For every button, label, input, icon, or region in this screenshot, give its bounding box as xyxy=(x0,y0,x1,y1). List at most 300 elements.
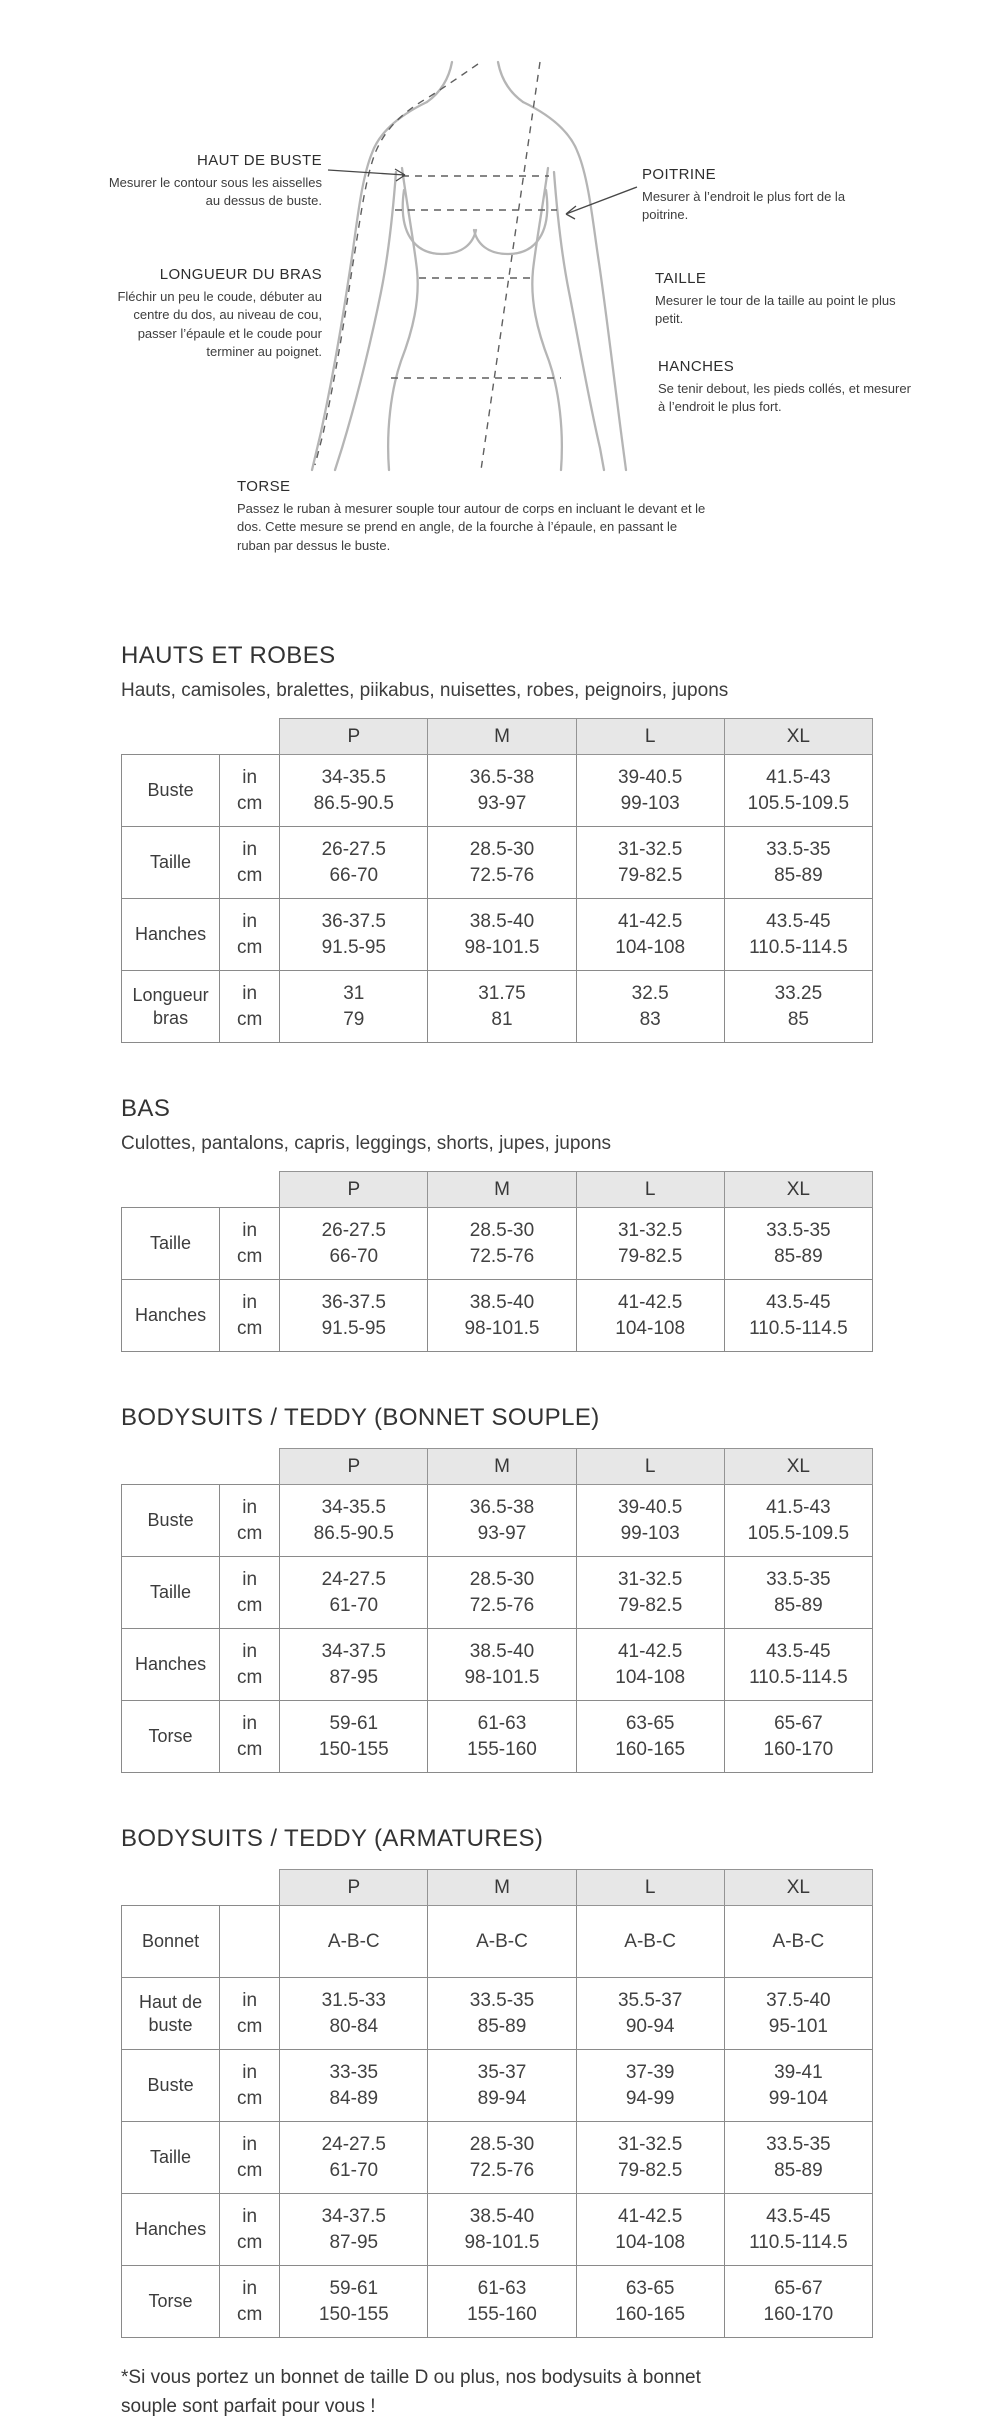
value-line: 33.5-35 xyxy=(766,838,831,860)
value-line: 90-94 xyxy=(625,2015,675,2037)
unit-line: in xyxy=(242,1712,258,1734)
unit-line: in xyxy=(242,1219,258,1241)
value-line: 43.5-45 xyxy=(766,910,831,932)
size-table-container xyxy=(121,718,873,1043)
header-spacer xyxy=(220,1870,280,1906)
value-cell xyxy=(576,755,724,827)
value-line: 91.5-95 xyxy=(321,936,387,958)
value-line: 24-27.5 xyxy=(321,1568,387,1590)
value-line: 34-35.5 xyxy=(321,1496,387,1518)
size-column-header: P xyxy=(280,1870,428,1906)
value-line: 31-32.5 xyxy=(617,1219,683,1241)
table-row xyxy=(122,2122,873,2194)
annotation-title: TORSE xyxy=(237,478,291,495)
header-spacer xyxy=(122,1172,220,1208)
value-cell xyxy=(576,2050,724,2122)
value-cell xyxy=(576,1485,724,1557)
value-line: 85-89 xyxy=(477,2015,527,2037)
value-line: 33.5-35 xyxy=(766,2133,831,2155)
value-line: 63-65 xyxy=(625,2277,675,2299)
row-label: Torse xyxy=(122,1701,220,1773)
size-header-row xyxy=(122,1449,873,1485)
value-line: 34-35.5 xyxy=(321,766,387,788)
value-line: 26-27.5 xyxy=(321,838,387,860)
value-line: 33.25 xyxy=(774,982,823,1004)
value-line: 33-35 xyxy=(329,2061,379,2083)
row-label: Buste xyxy=(122,2050,220,2122)
value-line: 61-63 xyxy=(477,2277,527,2299)
value-cell xyxy=(280,971,428,1043)
value-line: 31.5-33 xyxy=(321,1989,387,2011)
value-line: 98-101.5 xyxy=(464,2231,540,2253)
value-cell xyxy=(576,1280,724,1352)
value-cell xyxy=(280,827,428,899)
value-line: 87-95 xyxy=(329,2231,379,2253)
value-line: 33.5-35 xyxy=(766,1568,831,1590)
row-label: Taille xyxy=(122,1208,220,1280)
size-column-header: M xyxy=(428,719,576,755)
table-row xyxy=(122,971,873,1043)
section-bodysuits-bonnet-souple xyxy=(121,1404,873,1773)
size-table xyxy=(121,1448,873,1773)
value-cell xyxy=(724,1557,872,1629)
value-line: 110.5-114.5 xyxy=(749,1317,848,1339)
size-column-header: M xyxy=(428,1870,576,1906)
unit-cell xyxy=(220,2050,280,2122)
value-line: 39-40.5 xyxy=(617,1496,683,1518)
size-column-header: L xyxy=(576,1172,724,1208)
value-cell xyxy=(428,971,576,1043)
value-line: 31.75 xyxy=(478,982,526,1004)
value-line: 81 xyxy=(491,1008,513,1030)
value-line: 36-37.5 xyxy=(321,910,387,932)
value-line: 41.5-43 xyxy=(766,766,831,788)
value-line: 65-67 xyxy=(774,2277,823,2299)
value-cell xyxy=(724,1280,872,1352)
annotation-title: POITRINE xyxy=(642,166,717,183)
table-row xyxy=(122,1208,873,1280)
value-line: 110.5-114.5 xyxy=(749,936,848,958)
value-line: 99-103 xyxy=(620,1522,680,1544)
value-cell xyxy=(280,1978,428,2050)
value-line: 160-170 xyxy=(763,2303,834,2325)
value-line: 94-99 xyxy=(625,2087,675,2109)
value-line: 85-89 xyxy=(774,1245,823,1267)
value-line: 61-70 xyxy=(329,1594,379,1616)
value-cell xyxy=(280,1485,428,1557)
unit-line: in xyxy=(242,1291,258,1313)
value-cell xyxy=(724,1906,872,1978)
value-line: 91.5-95 xyxy=(321,1317,387,1339)
value-line: 28.5-30 xyxy=(469,1568,535,1590)
value-line: 98-101.5 xyxy=(464,1317,540,1339)
size-column-header: P xyxy=(280,1449,428,1485)
header-spacer xyxy=(220,719,280,755)
unit-cell xyxy=(220,2122,280,2194)
value-cell xyxy=(576,1208,724,1280)
section-title: BODYSUITS / TEDDY (ARMATURES) xyxy=(121,1825,544,1852)
value-line: 104-108 xyxy=(615,1666,686,1688)
size-column-header: XL xyxy=(724,1172,872,1208)
value-cell xyxy=(280,755,428,827)
value-line: 84-89 xyxy=(329,2087,379,2109)
value-line: 83 xyxy=(639,1008,661,1030)
value-line: 160-170 xyxy=(763,1738,834,1760)
value-line: 150-155 xyxy=(318,2303,389,2325)
value-cell xyxy=(576,2122,724,2194)
value-line: 93-97 xyxy=(477,792,527,814)
header-spacer xyxy=(122,1870,220,1906)
value-line: 43.5-45 xyxy=(766,1640,831,1662)
value-line: 34-37.5 xyxy=(321,1640,387,1662)
section-title: BODYSUITS / TEDDY (BONNET SOUPLE) xyxy=(121,1404,600,1431)
size-table xyxy=(121,718,873,1043)
value-line: 150-155 xyxy=(318,1738,389,1760)
value-cell xyxy=(576,1701,724,1773)
value-cell xyxy=(724,2050,872,2122)
size-column-header: L xyxy=(576,1449,724,1485)
row-label: Longueur bras xyxy=(122,971,220,1043)
value-line: 85-89 xyxy=(774,2159,823,2181)
value-cell xyxy=(428,2266,576,2338)
value-cell xyxy=(428,2194,576,2266)
value-line: 79-82.5 xyxy=(617,864,683,886)
value-line: 38.5-40 xyxy=(469,910,535,932)
value-cell xyxy=(724,1701,872,1773)
unit-cell xyxy=(220,1557,280,1629)
section-bas xyxy=(121,1095,873,1352)
value-line: 37.5-40 xyxy=(766,1989,831,2011)
value-line: 26-27.5 xyxy=(321,1219,387,1241)
size-table xyxy=(121,1869,873,2338)
value-line: 63-65 xyxy=(625,1712,675,1734)
value-cell xyxy=(724,827,872,899)
value-line: 72.5-76 xyxy=(469,2159,535,2181)
value-cell xyxy=(428,1208,576,1280)
value-cell xyxy=(724,1629,872,1701)
header-spacer xyxy=(122,719,220,755)
value-line: 110.5-114.5 xyxy=(749,2231,848,2253)
size-header-row xyxy=(122,1172,873,1208)
annotation-title: HANCHES xyxy=(658,358,735,375)
section-bodysuits-armatures xyxy=(121,1825,873,2338)
value-line: 28.5-30 xyxy=(469,838,535,860)
value-cell xyxy=(428,899,576,971)
value-line: 66-70 xyxy=(329,1245,379,1267)
value-cell xyxy=(428,1701,576,1773)
unit-line: in xyxy=(242,2133,258,2155)
value-line: 37-39 xyxy=(625,2061,675,2083)
section-title: BAS xyxy=(121,1095,171,1122)
value-line: 155-160 xyxy=(467,2303,537,2325)
size-header-row xyxy=(122,719,873,755)
annotation-text: Mesurer à l’endroit le plus fort de la poitrine. xyxy=(642,189,846,223)
annotation-text: Fléchir un peu le coude, débuter au centre du dos, au niveau de cou, passer l’épaule et le coude pour terminer au poignet. xyxy=(117,289,322,360)
unit-cell xyxy=(220,1208,280,1280)
table-row xyxy=(122,2194,873,2266)
value-line: 85-89 xyxy=(774,864,823,886)
value-line: 105.5-109.5 xyxy=(747,1522,850,1544)
value-line: 41-42.5 xyxy=(617,1291,683,1313)
value-line: 72.5-76 xyxy=(469,1245,535,1267)
value-cell xyxy=(280,899,428,971)
value-cell xyxy=(724,2194,872,2266)
section-subtitle: Hauts, camisoles, bralettes, piikabus, nuisettes, robes, peignoirs, jupons xyxy=(121,680,729,701)
value-cell xyxy=(724,971,872,1043)
value-cell xyxy=(280,1701,428,1773)
unit-cell xyxy=(220,1906,280,1978)
value-line: 33.5-35 xyxy=(766,1219,831,1241)
annotation-text: Mesurer le tour de la taille au point le plus petit. xyxy=(655,293,896,327)
row-label: Taille xyxy=(122,1557,220,1629)
value-cell xyxy=(428,1629,576,1701)
unit-line: cm xyxy=(237,2087,263,2109)
value-line: 28.5-30 xyxy=(469,1219,535,1241)
annotation-hanches xyxy=(658,358,920,417)
annotation-text: Mesurer le contour sous les aisselles au dessus de buste. xyxy=(108,175,322,209)
unit-line: cm xyxy=(237,1738,263,1760)
unit-line: in xyxy=(242,766,258,788)
annotation-taille xyxy=(655,270,905,329)
value-cell xyxy=(576,1978,724,2050)
section-title: HAUTS ET ROBES xyxy=(121,642,336,669)
unit-line: in xyxy=(242,2061,258,2083)
unit-line: cm xyxy=(237,1317,263,1339)
value-line: 93-97 xyxy=(477,1522,527,1544)
unit-cell xyxy=(220,1701,280,1773)
unit-line: in xyxy=(242,1568,258,1590)
value-cell xyxy=(576,1629,724,1701)
value-cell xyxy=(280,1906,428,1978)
value-line: 33.5-35 xyxy=(469,1989,535,2011)
value-line: 80-84 xyxy=(329,2015,379,2037)
value-cell xyxy=(428,1485,576,1557)
value-line: A-B-C xyxy=(772,1930,825,1952)
value-line: 110.5-114.5 xyxy=(749,1666,848,1688)
table-row xyxy=(122,1701,873,1773)
value-line: 86.5-90.5 xyxy=(313,792,394,814)
size-column-header: XL xyxy=(724,1870,872,1906)
value-cell xyxy=(280,2122,428,2194)
value-line: 79 xyxy=(343,1008,365,1030)
row-label: Hanches xyxy=(122,2194,220,2266)
value-cell xyxy=(428,1906,576,1978)
table-row xyxy=(122,1978,873,2050)
value-line: 65-67 xyxy=(774,1712,823,1734)
size-table-container xyxy=(121,1171,873,1352)
table-row xyxy=(122,2050,873,2122)
value-line: 61-63 xyxy=(477,1712,527,1734)
unit-cell xyxy=(220,827,280,899)
value-cell xyxy=(724,755,872,827)
value-cell xyxy=(724,899,872,971)
unit-line: in xyxy=(242,838,258,860)
value-line: 31 xyxy=(343,982,365,1004)
value-cell xyxy=(576,827,724,899)
section-subtitle: Culottes, pantalons, capris, leggings, shorts, jupes, jupons xyxy=(121,1133,612,1154)
size-column-header: M xyxy=(428,1172,576,1208)
value-line: 36.5-38 xyxy=(469,766,535,788)
table-row xyxy=(122,827,873,899)
value-cell xyxy=(428,2050,576,2122)
table-row xyxy=(122,1629,873,1701)
row-label: Buste xyxy=(122,755,220,827)
table-row xyxy=(122,1557,873,1629)
value-line: 86.5-90.5 xyxy=(313,1522,394,1544)
unit-cell xyxy=(220,899,280,971)
unit-cell xyxy=(220,755,280,827)
value-cell xyxy=(280,1280,428,1352)
unit-cell xyxy=(220,1485,280,1557)
value-line: 61-70 xyxy=(329,2159,379,2181)
row-label: Bonnet xyxy=(122,1906,220,1978)
size-table xyxy=(121,1171,873,1352)
value-cell xyxy=(428,2122,576,2194)
unit-line: cm xyxy=(237,2159,263,2181)
header-spacer xyxy=(122,1449,220,1485)
unit-cell xyxy=(220,971,280,1043)
annotation-title: TAILLE xyxy=(655,270,707,287)
value-line: 160-165 xyxy=(615,2303,686,2325)
value-line: 39-41 xyxy=(774,2061,823,2083)
value-line: 89-94 xyxy=(477,2087,527,2109)
table-row xyxy=(122,1280,873,1352)
value-line: 95-101 xyxy=(768,2015,828,2037)
value-line: 79-82.5 xyxy=(617,1594,683,1616)
value-line: 35.5-37 xyxy=(617,1989,683,2011)
value-line: 160-165 xyxy=(615,1738,686,1760)
value-cell xyxy=(428,1978,576,2050)
unit-line: cm xyxy=(237,1008,263,1030)
row-label: Hanches xyxy=(122,899,220,971)
value-line: 43.5-45 xyxy=(766,2205,831,2227)
value-cell xyxy=(576,1557,724,1629)
value-cell xyxy=(428,755,576,827)
unit-line: in xyxy=(242,1989,258,2011)
row-label: Taille xyxy=(122,2122,220,2194)
unit-line: cm xyxy=(237,2231,263,2253)
value-line: 59-61 xyxy=(329,2277,379,2299)
table-row xyxy=(122,1485,873,1557)
unit-line: in xyxy=(242,2277,258,2299)
row-label: Taille xyxy=(122,827,220,899)
value-line: 39-40.5 xyxy=(617,766,683,788)
value-line: 59-61 xyxy=(329,1712,379,1734)
value-line: 105.5-109.5 xyxy=(747,792,850,814)
value-cell xyxy=(428,1557,576,1629)
value-cell xyxy=(724,1485,872,1557)
value-cell xyxy=(724,2122,872,2194)
value-cell xyxy=(576,1906,724,1978)
value-line: 31-32.5 xyxy=(617,2133,683,2155)
unit-line: cm xyxy=(237,1522,263,1544)
unit-cell xyxy=(220,1629,280,1701)
value-cell xyxy=(428,1280,576,1352)
row-label: Torse xyxy=(122,2266,220,2338)
value-cell xyxy=(428,827,576,899)
unit-line: cm xyxy=(237,1666,263,1688)
value-cell xyxy=(280,2266,428,2338)
measurement-diagram xyxy=(0,0,1000,600)
size-column-header: M xyxy=(428,1449,576,1485)
value-line: 99-103 xyxy=(620,792,680,814)
table-row xyxy=(122,1906,873,1978)
value-line: 36.5-38 xyxy=(469,1496,535,1518)
value-cell xyxy=(724,1208,872,1280)
value-cell xyxy=(576,2266,724,2338)
table-row xyxy=(122,899,873,971)
size-header-row xyxy=(122,1870,873,1906)
unit-line: cm xyxy=(237,2303,263,2325)
value-line: A-B-C xyxy=(624,1930,677,1952)
size-table-container xyxy=(121,1869,873,2338)
footnote: *Si vous portez un bonnet de taille D ou plus, nos bodysuits à bonnet souple sont parfait pour vous ! xyxy=(121,2367,701,2417)
value-line: 41-42.5 xyxy=(617,1640,683,1662)
unit-line: in xyxy=(242,982,258,1004)
value-cell xyxy=(280,1629,428,1701)
size-column-header: P xyxy=(280,719,428,755)
annotation-longueur-du-bras xyxy=(94,266,322,362)
unit-line: cm xyxy=(237,1594,263,1616)
value-line: 41.5-43 xyxy=(766,1496,831,1518)
size-column-header: XL xyxy=(724,1449,872,1485)
value-line: 41-42.5 xyxy=(617,910,683,932)
annotation-title: LONGUEUR DU BRAS xyxy=(159,266,322,283)
size-column-header: P xyxy=(280,1172,428,1208)
value-line: 43.5-45 xyxy=(766,1291,831,1313)
annotation-text: Passez le ruban à mesurer souple tour autour de corps en incluant le devant et le dos. Cette mesure se prend en angle, de la fourche à l’épaule, en passant le ruban par dessus le buste. xyxy=(237,501,706,553)
row-label: Hanches xyxy=(122,1629,220,1701)
unit-cell xyxy=(220,1280,280,1352)
value-line: 28.5-30 xyxy=(469,2133,535,2155)
value-line: 72.5-76 xyxy=(469,1594,535,1616)
value-line: 41-42.5 xyxy=(617,2205,683,2227)
unit-cell xyxy=(220,2194,280,2266)
value-line: A-B-C xyxy=(327,1930,380,1952)
value-line: 85-89 xyxy=(774,1594,823,1616)
value-line: 155-160 xyxy=(467,1738,537,1760)
section-hauts-et-robes xyxy=(121,642,873,1043)
annotation-text: Se tenir debout, les pieds collés, et mesurer à l’endroit le plus fort. xyxy=(658,381,911,415)
size-column-header: L xyxy=(576,1870,724,1906)
unit-line: cm xyxy=(237,2015,263,2037)
value-line: 66-70 xyxy=(329,864,379,886)
value-line: 32.5 xyxy=(631,982,669,1004)
value-line: 85 xyxy=(787,1008,809,1030)
value-line: 24-27.5 xyxy=(321,2133,387,2155)
value-cell xyxy=(280,1557,428,1629)
annotation-torse xyxy=(237,478,707,555)
value-line: 104-108 xyxy=(615,1317,686,1339)
value-line: 98-101.5 xyxy=(464,1666,540,1688)
value-line: 98-101.5 xyxy=(464,936,540,958)
value-line: 72.5-76 xyxy=(469,864,535,886)
value-line: 104-108 xyxy=(615,936,686,958)
unit-line: cm xyxy=(237,792,263,814)
value-line: 38.5-40 xyxy=(469,1640,535,1662)
value-cell xyxy=(280,2194,428,2266)
value-cell xyxy=(724,1978,872,2050)
value-line: A-B-C xyxy=(476,1930,528,1952)
unit-line: in xyxy=(242,1640,258,1662)
value-line: 104-108 xyxy=(615,2231,686,2253)
unit-cell xyxy=(220,2266,280,2338)
value-cell xyxy=(724,2266,872,2338)
value-line: 38.5-40 xyxy=(469,2205,535,2227)
value-cell xyxy=(280,1208,428,1280)
value-line: 38.5-40 xyxy=(469,1291,535,1313)
size-table-container xyxy=(121,1448,873,1773)
